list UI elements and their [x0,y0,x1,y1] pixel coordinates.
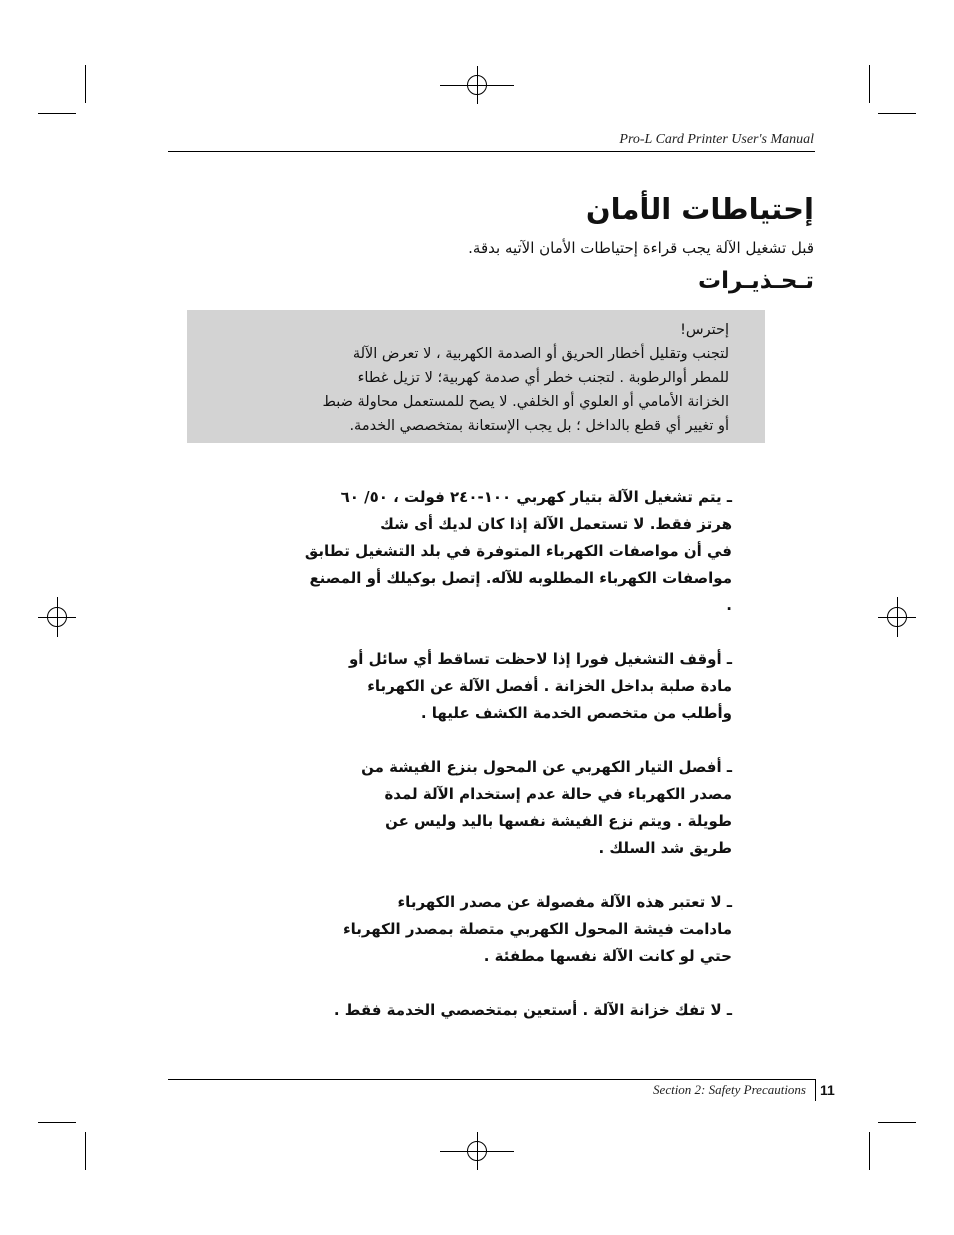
crop-mark [85,65,86,103]
crop-mark [869,1132,870,1170]
page-title: إحتياطات الأمان [585,192,814,226]
warning-heading: تـحـذيـرات [697,268,814,294]
notice-line: طويلة . ويتم نزع الفيشة نفسها باليد وليس عن [385,812,732,830]
notice-line: مصدر الكهرباء في حالة عدم إستخدام الآلة لمدة [384,785,732,803]
caution-line: لتجنب وتقليل أخطار الحريق أو الصدمة الكهربية ، لا تعرض الآلة [352,346,729,362]
notice-line: حتي لو كانت الآلة نفسها مطفئة . [483,947,732,965]
notice-unplug [302,754,732,862]
intro-text: قبل تشغيل الآلة يجب قراءة إحتياطات الأمان الآتيه بدقة. [468,239,814,257]
caution-line: الخزانة الأمامي أو العلوي أو الخلفي. لا يصح للمستعمل محاولة ضبط [322,394,729,410]
running-header: Pro-L Card Printer User's Manual [619,132,814,147]
notice-line: ـ لا تعتبر هذه الآلة مفصولة عن مصدر الكهرباء [397,893,732,911]
notice-liquid [302,646,732,727]
notice-disconnected [302,889,732,970]
crop-mark [869,65,870,103]
caution-line: أو تغيير أي قطع بالداخل ؛ بل يجب الإستعانة بمتخصصي الخدمة. [349,418,729,434]
footer-rule [168,1079,815,1080]
notice-line: مادة صلبة بداخل الخزانة . أفصل الآلة عن الكهرباء [367,677,732,695]
notice-line: في أن مواصفات الكهرباء المتوفرة في بلد التشغيل تطابق [304,542,732,560]
notice-line: طريق شد السلك . [598,839,732,857]
crop-mark [85,1132,86,1170]
notice-cabinet [302,997,732,1024]
notice-line: ـ أفصل التيار الكهربي عن المحول بنزع الفيشة من [361,758,732,776]
notice-line: ـ لا تفك خزانة الآلة . أستعين بمتخصصي الخدمة فقط . [333,1001,732,1019]
crop-mark [878,1122,916,1123]
notice-line: وأطلب من متخصص الخدمة الكشف عليها . [420,704,732,722]
caution-label: إحترس! [680,322,729,338]
notice-voltage [302,484,732,619]
crop-mark [38,1122,76,1123]
caution-box [187,310,765,443]
footer-divider [815,1079,816,1101]
crop-mark [878,113,916,114]
page-number: 11 [820,1082,835,1098]
notice-line: ـ أوقف التشغيل فورا إذا لاحظت تساقط أي سائل أو [348,650,732,668]
notice-line: مادامت فيشة المحول الكهربي متصلة بمصدر الكهرباء [342,920,732,938]
notice-line: ـ يتم تشغيل الآلة بتيار كهربي ١٠٠-٢٤٠ فولت ، ٥٠/ ٦٠ [340,488,732,506]
header-rule [168,151,815,152]
notice-line: هرتز فقط. لا تستعمل الآلة إذا كان لديك أى شك [380,515,732,533]
safety-notices [302,484,732,1051]
footer-section-title: Section 2: Safety Precautions [653,1082,806,1097]
crop-mark [38,113,76,114]
caution-line: للمطر أوالرطوبة . لتجنب خطر أي صدمة كهربية؛ لا تزيل غطاء [357,370,729,386]
notice-line: مواصفات الكهرباء المطلوبه للآله. إتصل بوكيلك أو المصنع . [309,569,732,614]
